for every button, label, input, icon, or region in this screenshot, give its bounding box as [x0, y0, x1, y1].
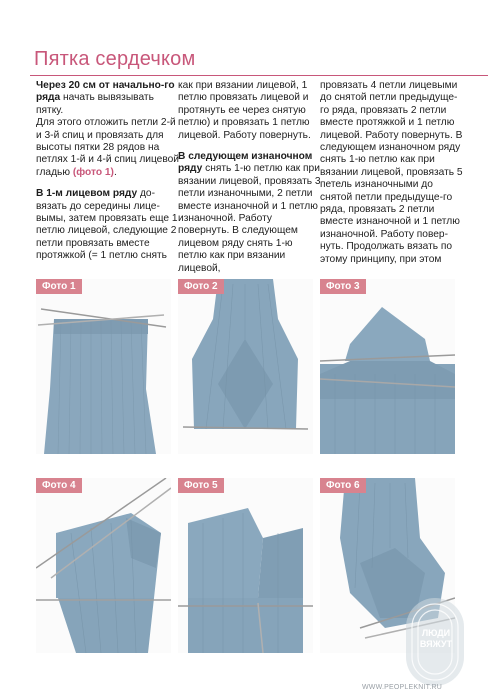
text-column-3 [320, 80, 464, 266]
photo-4-label: Фото 4 [36, 478, 82, 493]
text-column-2 [178, 80, 322, 275]
paragraph-2 [178, 151, 322, 275]
paragraph-1 [320, 80, 464, 266]
photo-1-illustration [36, 279, 171, 454]
paragraph-end: . [113, 166, 117, 178]
photo-3 [320, 279, 455, 454]
paragraph-1 [36, 80, 180, 117]
photo-2-illustration [178, 279, 313, 454]
bold-lead: Через 20 см от начально-го ряда [36, 80, 175, 104]
photo-2-label: Фото 2 [178, 279, 224, 294]
paragraph-text: провязать 4 петли лицевыми до снятой петли предыдуще-го ряда, провязать 2 петли вместе протяжкой и 1 петлю лицевой. Работу повернуть. В следующем изнаночном ряду снять 1-ю петлю как при вязании лицевой, провязать 5 петель изнаночными до снятой петли предыдуще-го ряда, провязать 2 петли вместе изнаночной и 1 петлю изнаночной. Работу повер-нуть. Продолжать вязать по этому принципу, при этом [320, 80, 463, 265]
bold-lead: В следующем изнаночном ряду [178, 151, 313, 175]
paragraph-text: Для этого отложить петли 2-й и 3-й спиц и провязать для высоты пятки 28 рядов на петлях 1-й и 4-й спиц лицевой гладью [36, 117, 179, 178]
photo-3-illustration [320, 279, 455, 454]
logo-text [412, 628, 460, 650]
paragraph-text: снять 1-ю петлю как при вязании лицевой, провязать 3 петли изнаночными, 2 петли вместе изнаночной и 1 петлю изнаночной. Работу повернуть. В следующем лицевом ряду снять 1-ю петлю как при вязании лицевой, [178, 163, 321, 274]
text-column-1 [36, 80, 180, 263]
photo-3-label: Фото 3 [320, 279, 366, 294]
photo-1 [36, 279, 171, 454]
logo-line-1: ЛЮДИ [421, 628, 451, 638]
photo-5-label: Фото 5 [178, 478, 224, 493]
bold-lead: В 1-м лицевом ряду [36, 188, 138, 200]
photo-5 [178, 478, 313, 653]
paragraph-3 [36, 188, 180, 262]
paragraph-text: начать вывязывать пятку. [36, 92, 154, 116]
footer-url: WWW.PEOPLEKNIT.RU [362, 684, 443, 691]
photo-1-label: Фото 1 [36, 279, 82, 294]
paragraph-1 [178, 80, 322, 142]
photo-5-illustration [178, 478, 313, 653]
photo-4 [36, 478, 171, 653]
paragraph-text: как при вязании лицевой, 1 петлю провязать лицевой и протянуть ее через снятую петлю) и провязать 1 петлю лицевой. Работу повернуть. [178, 80, 311, 141]
title-rule [30, 75, 488, 76]
photo-reference: (фото 1) [72, 166, 114, 178]
photo-4-illustration [36, 478, 171, 653]
photo-6-label: Фото 6 [320, 478, 366, 493]
paragraph-2 [36, 117, 180, 179]
paragraph-text: до-вязать до середины лице-вымы, затем провязать еще 1 петлю лицевой, следующие 2 петли провязать вместе протяжкой (= 1 петлю снять [36, 188, 178, 262]
photo-2 [178, 279, 313, 454]
page-title: Пятка сердечком [34, 48, 196, 70]
logo-line-2: ВЯЖУТ [419, 639, 453, 649]
